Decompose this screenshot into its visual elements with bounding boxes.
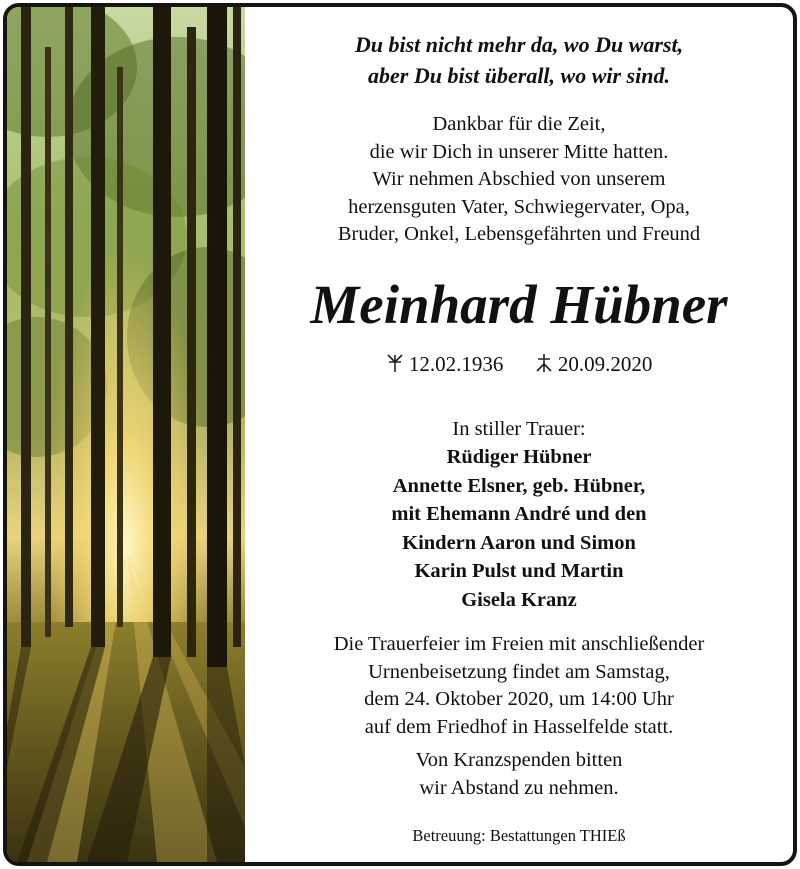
mourner-line: mit Ehemann André und den <box>391 503 647 525</box>
wreath-line: wir Abstand zu nehmen. <box>419 776 619 799</box>
deceased-name: Meinhard Hübner <box>310 274 728 335</box>
wreath-line: Von Kranzspenden bitten <box>415 749 623 771</box>
funeral-line: auf dem Friedhof in Hasselfelde statt. <box>364 715 674 738</box>
funeral-home-credit: Betreuung: Bestattungen THIEß <box>412 826 626 845</box>
mourner-line: Gisela Kranz <box>461 588 577 611</box>
funeral-details <box>245 631 793 741</box>
life-dates <box>245 349 793 379</box>
mourner-line: Karin Pulst und Martin <box>414 560 624 582</box>
farewell-line: Dankbar für die Zeit, <box>432 113 606 135</box>
farewell-line: die wir Dich in unserer Mitte hatten. <box>369 140 669 163</box>
mourner-line: Rüdiger Hübner <box>446 446 592 468</box>
birth-date: 12.02.1936 <box>408 352 504 376</box>
farewell-line: Bruder, Onkel, Lebensgefährten und Freund <box>337 223 701 245</box>
wreath-note <box>245 747 793 802</box>
mourner-line: Annette Elsner, geb. Hübner, <box>392 474 646 497</box>
memorial-verse <box>245 29 793 91</box>
verse-line: aber Du bist überall, wo wir sind. <box>368 63 670 88</box>
mourning-heading: In stiller Trauer: <box>452 418 586 440</box>
mourner-line: Kindern Aaron und Simon <box>402 531 636 554</box>
death-rune-icon <box>535 353 553 373</box>
funeral-line: Die Trauerfeier im Freien mit anschließender <box>333 633 705 655</box>
forest-photo <box>7 7 245 862</box>
death-date: 20.09.2020 <box>557 352 653 376</box>
farewell-text <box>245 111 793 249</box>
funeral-line: Urnenbeisetzung findet am Samstag, <box>368 660 670 683</box>
farewell-line: herzensguten Vater, Schwiegervater, Opa, <box>348 195 690 218</box>
funeral-line: dem 24. Oktober 2020, um 14:00 Uhr <box>364 688 674 710</box>
verse-line: Du bist nicht mehr da, wo Du warst, <box>354 32 684 57</box>
farewell-line: Wir nehmen Abschied von unserem <box>372 168 666 190</box>
mourners-list <box>245 443 793 614</box>
life-rune-icon <box>386 353 404 373</box>
obituary-text <box>245 7 793 862</box>
obituary-card <box>3 3 797 866</box>
